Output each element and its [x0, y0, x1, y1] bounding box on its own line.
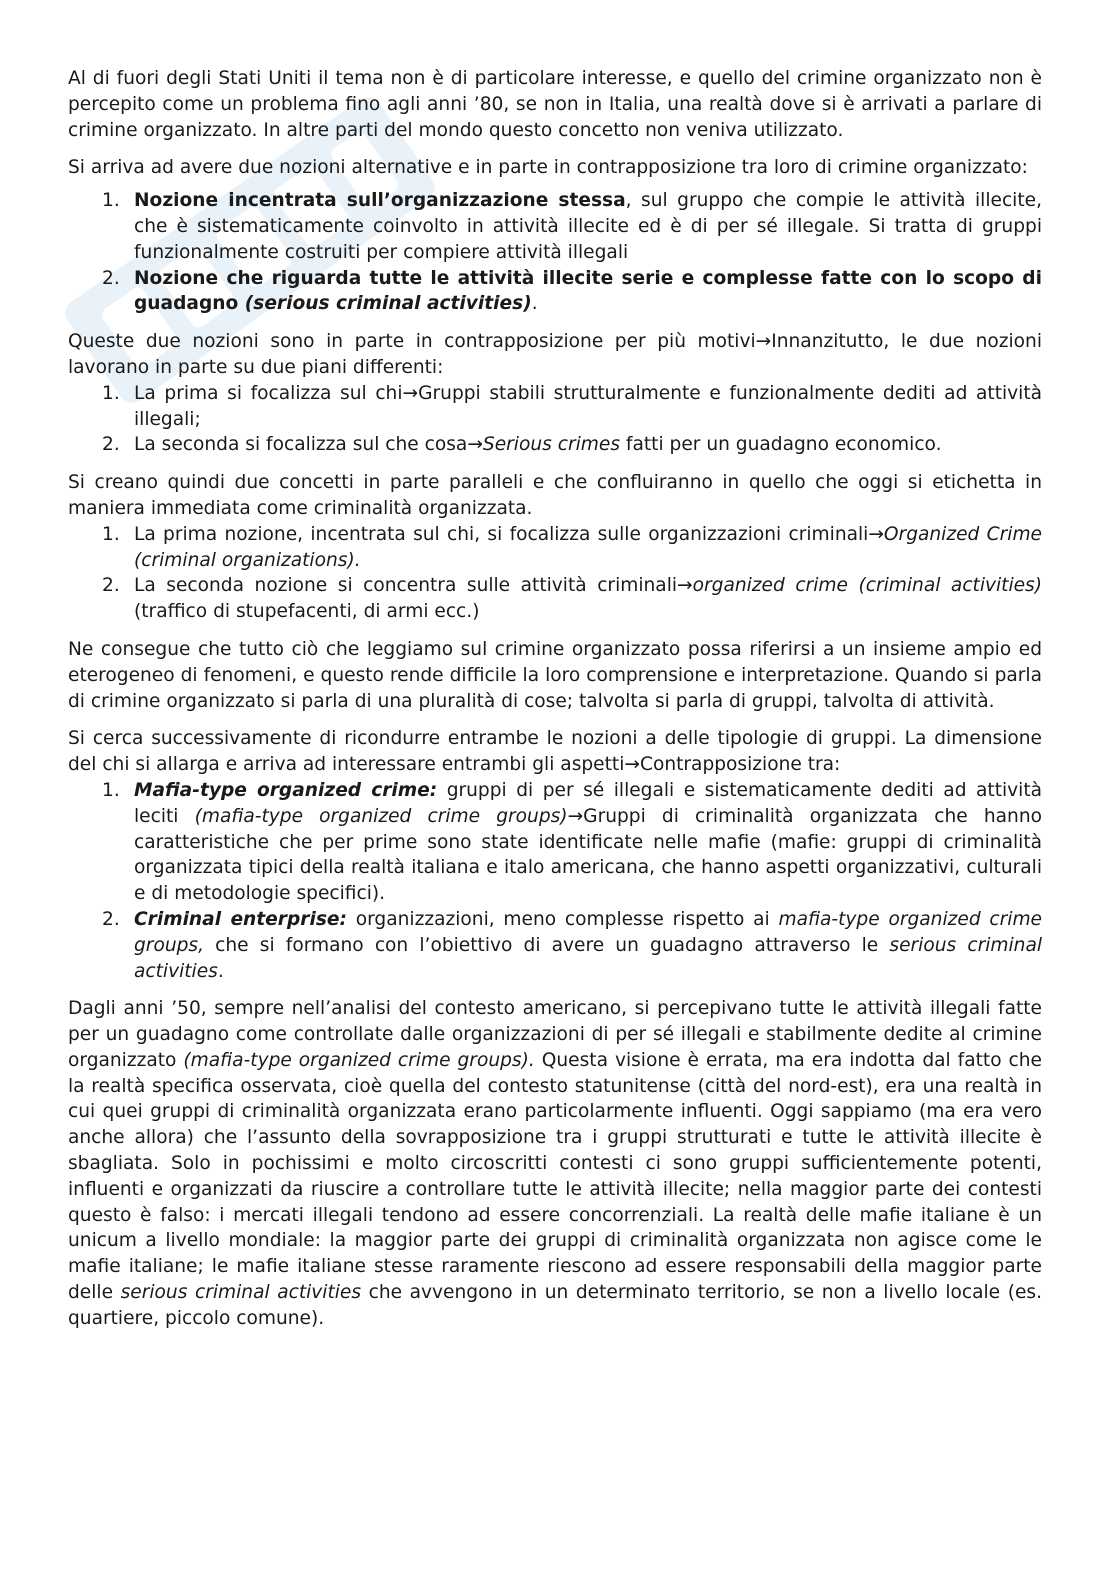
paragraph-contrast: Queste due nozioni sono in parte in contrapposizione per più motivi→Innanzitutto, le due nozioni lavorano in parte su due piani differenti: [68, 331, 1042, 378]
list-concepts [68, 522, 1042, 625]
paragraph-parallel-concepts: Si creano quindi due concetti in parte paralleli e che confluiranno in quello che oggi si etichetta in maniera immediata come criminalità organizzata. [68, 472, 1042, 519]
arrow-icon: → [677, 575, 693, 597]
arrow-icon: → [868, 523, 884, 545]
paragraph-two-notions: Si arriva ad avere due nozioni alternative e in parte in contrapposizione tra loro di crimine organizzato: [68, 157, 1028, 179]
arrow-icon: → [755, 331, 772, 353]
list-notions [68, 188, 1042, 317]
list-item: 2. La seconda si focalizza sul che cosa→Serious crimes fatti per un guadagno economico. [102, 434, 942, 456]
document-body [68, 66, 1042, 1344]
paragraph-consequence: Ne consegue che tutto ciò che leggiamo sul crimine organizzato possa riferirsi a un insieme ampio ed eterogeneo di fenomeni, e questo rende difficile la loro comprensione e interpretazione. Quando si parla di crimine organizzato si parla di una pluralità di cose; talvolta si parla di gruppi, talvolta di attività. [68, 638, 1042, 712]
arrow-icon: → [467, 434, 483, 456]
paragraph-intro: Al di fuori degli Stati Uniti il tema non è di particolare interesse, e quello del crimine organizzato non è percepito come un problema fino agli anni ’80, se non in Italia, una realtà dove si è arrivati a parlare di crimine organizzato. In altre parti del mondo questo concetto non veniva utilizzato. [68, 68, 1042, 141]
list-item: 1. Mafia-type organized crime: gruppi di per sé illegali e sistematicamente dediti ad attività leciti (mafia-type organized crime groups)→Gruppi di criminalità organizzata che hanno caratteristiche che per prime sono state identificate nelle mafie (mafie: gruppi di criminalità organizzata tipici della realtà italiana e italo americana, che hanno aspetti organizzativi, culturali e di metodologie specifici). [102, 779, 1042, 905]
arrow-icon: → [567, 805, 584, 827]
list-item: 2. Criminal enterprise: organizzazioni, meno complesse rispetto ai mafia-type organized crime groups, che si formano con l’obiettivo di avere un guadagno attraverso le serious criminal activities. [102, 908, 1043, 982]
paragraph-typologies: Si cerca successivamente di ricondurre entrambe le nozioni a delle tipologie di gruppi. La dimensione del chi si allarga e arriva ad interessare entrambi gli aspetti→Contrapposizione tra: [68, 728, 1042, 776]
list-item: 2. La seconda nozione si concentra sulle attività criminali→organized crime (criminal activities) (traffico di stupefacenti, di armi ecc.) [102, 575, 1043, 623]
arrow-icon: → [624, 754, 640, 776]
arrow-icon: → [402, 382, 419, 404]
list-item: 1. La prima si focalizza sul chi→Gruppi stabili strutturalmente e funzionalmente dediti ad attività illegali; [102, 382, 1043, 430]
paragraph-fifties: Dagli anni ’50, sempre nell’analisi del contesto americano, si percepivano tutte le attività illegali fatte per un guadagno come controllate dalle organizzazioni di per sé illegali e stabilmente dedite al crimine organizzato (mafia-type organized crime groups). Questa visione è errata, ma era indotta dal fatto che la realtà specifica osservata, cioè quella del contesto statunitense (città del nord-est), era una realtà in cui quei gruppi di criminalità organizzata erano particolarmente influenti. Oggi sappiamo (ma era vero anche allora) che l’assunto della sovrapposizione tra i gruppi strutturati e tutte le attività illecite è sbagliata. Solo in pochissimi e molto circoscritti contesti ci sono gruppi sufficientemente potenti, influenti e organizzati da riuscire a controllare tutte le attività illecite; nella maggior parte dei contesti questo è falso: i mercati illegali tendono ad essere concorrenziali. La realtà delle mafie italiane è un unicum a livello mondiale: la maggior parte dei gruppi di criminalità organizzata non agisce come le mafie italiane; le mafie italiane stesse raramente riescono ad essere responsabili della maggior parte delle serious criminal activities che avvengono in un determinato territorio, se non a livello locale (es. quartiere, piccolo comune). [68, 998, 1042, 1329]
list-group-types [68, 778, 1042, 984]
list-item: 1. Nozione incentrata sull’organizzazione stessa, sul gruppo che compie le attività illecite, che è sistematicamente coinvolto in attività illecite ed è di per sé illegale. Si tratta di gruppi funzionalmente costruiti per compiere attività illegali [102, 190, 1042, 263]
list-planes [68, 381, 1042, 458]
list-item: 2. Nozione che riguarda tutte le attività illecite serie e complesse fatte con lo scopo di guadagno (serious criminal activities). [102, 267, 1042, 315]
list-item: 1. La prima nozione, incentrata sul chi, si focalizza sulle organizzazioni criminali→Organized Crime (criminal organizations). [102, 523, 1042, 571]
